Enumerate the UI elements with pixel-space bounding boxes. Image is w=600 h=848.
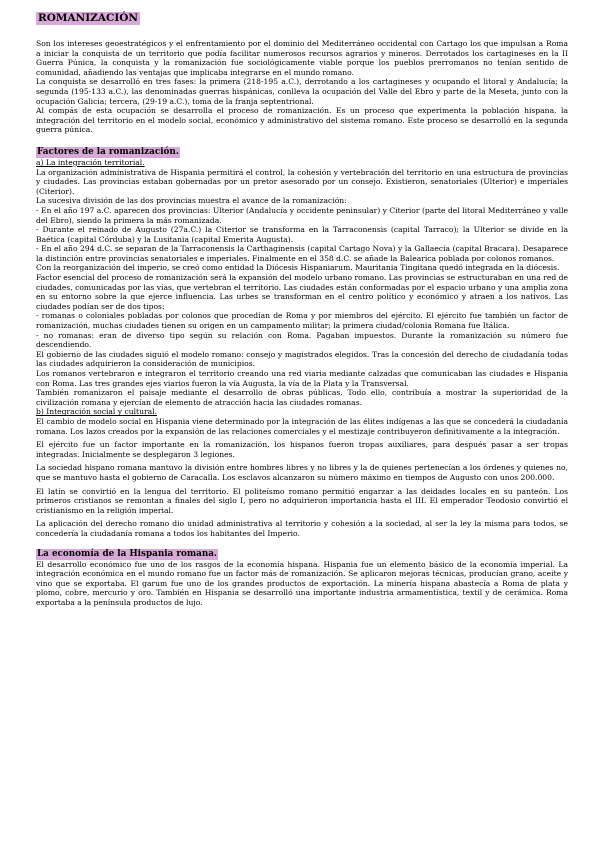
- paragraph: Con la reorganización del imperio, se creó como entidad la Diócesis Hispaniarum. Mauritania Tingitana quedó integrada en la diócesis.: [36, 263, 560, 273]
- paragraph: El ejército fue un factor importante en la romanización, los hispanos fueron tropas auxiliares, para después pasar a ser tropas integradas. Inicialmente se desplegaron 3 legiones.: [36, 440, 568, 459]
- section-factores: [36, 147, 568, 539]
- paragraph: El desarrollo económico fue uno de los rasgos de la economía hispana. Hispania fue un elemento básico de la economía imperial. La integración económica en el mundo romano fue un factor más de romanización. Se aplicaron mejoras técnicas, producían grano, aceite y vino que se exportaba. El garum fue uno de los grandes productos de exportación. La minería hispana abastecía a Roma de plata y plomo, cobre, mercurio y oro. También en Hispania se desarrolló una importante industria armamentística, textil y de cerámica. Roma exportaba a la península productos de lujo.: [36, 559, 568, 607]
- intro-paragraph: Son los intereses geoestratégicos y el enfrentamiento por el dominio del Mediterráneo occidental con Cartago los que impulsan a Roma a iniciar la conquista de un territorio que podía facilitar numerosos recursos agrarios y mineros. Derrotados los cartagineses en la II Guerra Púnica, la conquista y la romanización fue sociológicamente viable porque los pueblos prerromanos no tenían sentido de comunidad, añadiendo las ventajas que implicaba integrarse en el mundo romano.: [36, 39, 568, 77]
- paragraph: La sucesiva división de las dos provincias muestra el avance de la romanización:: [36, 196, 347, 206]
- paragraph: La aplicación del derecho romano dio unidad administrativa al territorio y cohesión a la sociedad, al ser la ley la misma para todos, se concedería la ciudadanía romana a todos los habitantes del Imperio.: [36, 519, 568, 538]
- section-heading: [36, 549, 568, 560]
- paragraph: - no romanas: eran de diverso tipo según su relación con Roma. Pagaban impuestos. Durante la romanización su número fue descendiendo.: [36, 330, 568, 350]
- paragraph: La sociedad hispano romana mantuvo la división entre hombres libres y no libres y la de quienes pertenecían a los órdenes y quienes no, que se mantuvo hasta el gobierno de Caracalla. Los esclavos alcanzaron su número máximo en tiempos de Augusto con unos 200.000.: [36, 463, 568, 482]
- intro-paragraph: La conquista se desarrolló en tres fases: la primera (218-195 a.C.), derrotando a los cartagineses y ocupando el litoral y Andalucía; la segunda (195-133 a.C.), las denominadas guerras hispánicas, conlleva la ocupación del Valle del Ebro y parte de la Meseta, junto con la ocupación Galicia; tercera, (29-19 a.C.), toma de la franja septentrional.: [36, 77, 568, 106]
- paragraph: El cambio de modelo social en Hispania viene determinado por la integración de las élites indígenas a las que se concederá la ciudadanía romana. Los lazos creados por la expansión de las relaciones comerciales y el mestizaje contribuyeron definitivamente a la integración.: [36, 416, 568, 436]
- heading-highlight: Factores de la romanización.: [37, 146, 179, 157]
- paragraph: El gobierno de las ciudades siguió el modelo romano: consejo y magistrados elegidos. Tras la concesión del derecho de ciudadanía todas las ciudades adquirieron la consideración de municipios.: [36, 349, 568, 369]
- document-title: [36, 12, 568, 25]
- paragraph: Factor esencial del proceso de romanización será la expansión del modelo urbano romano. Las provincias se estructuraban en una red de ciudades, comunicadas por las vías, que vertebran el territorio. Las ciudades están conformadas por el espacio urbano y una amplia zona en su entorno sobre la que ejerce influencia. Las urbes se transforman en el centro político y económico y atraen a los nativos. Las ciudades podían ser de dos tipos:: [36, 273, 568, 311]
- heading-highlight: La economía de la Hispania romana.: [37, 548, 217, 559]
- paragraph: - En el año 294 d.C. se separan de la Tarraconensis la Carthaginensis (capital Cartago Nova) y la Gallaecia (capital Bracara). Desaparece la distinción entre provincias senatoriales e imperiales. Finalmente en el 358 d.C. se añade la Balearica poblada por colonos romanos.: [36, 244, 568, 263]
- intro-paragraph: Al compás de esta ocupación se desarrolla el proceso de romanización. Es un proceso que experimenta la población hispana, la integración del territorio en el modelo social, económico y administrativo del sistema romano. Este proceso se desarrolló en la segunda guerra púnica.: [36, 106, 568, 135]
- paragraph: - romanas o coloniales pobladas por colonos que procedían de Roma y por miembros del ejército. El ejército fue también un factor de romanización, muchas ciudades tienen su origen en un campamento militar; la primera ciudad/colonia Romana fue Itálica.: [36, 311, 568, 331]
- paragraph: La organización administrativa de Hispania permitirá el control, la cohesión y vertebración del territorio en una estructura de provincias y ciudades. Las provincias estaban gobernadas por un pretor asesorado por un consejo. Existieron, senatoriales (Ulterior) e imperiales (Citerior).: [36, 167, 568, 196]
- subsection-heading: b) Integración social y cultural.: [36, 407, 157, 417]
- subsection-heading: a) La integración territorial.: [36, 157, 145, 167]
- paragraph: El latín se convirtió en la lengua del territorio. El politeísmo romano permitió engarzar a las deidades locales en su panteón. Los primeros cristianos se remontan a finales del siglo I, pero no adquirieron importancia hasta el III. El emperador Teodosio convirtió el cristianismo en la religión imperial.: [36, 486, 568, 515]
- intro-section: [36, 39, 568, 135]
- paragraph: - Durante el reinado de Augusto (27a.C.) la Citerior se transforma en la Tarraconensis (capital Tarraco); la Ulterior se divide en la Baética (capital Córduba) y la Lusitania (capital Emerita Augusta).: [36, 225, 568, 244]
- title-highlight: ROMANIZACIÓN: [38, 12, 138, 24]
- section-heading: [36, 147, 568, 158]
- paragraph: Los romanos vertebraron e integraron el territorio creando una red viaria mediante calzadas que comunicaban las ciudades e Hispania con Roma. Las tres grandes ejes viarios fueron la vía Augusta, la vía de la Plata y la Transversal.: [36, 369, 568, 388]
- document-page: [36, 12, 568, 607]
- paragraph: - En el año 197 a.C. aparecen dos provincias: Ulterior (Andalucía y occidente peninsular) y Citerior (parte del litoral Mediterráneo y valle del Ebro), siendo la primera la más romanizada.: [36, 205, 568, 225]
- section-economia: [36, 549, 568, 608]
- paragraph: También romanizaron el paisaje mediante el desarrollo de obras públicas. Todo ello, contribuía a mostrar la superioridad de la civilización romana y ejercían de elemento de atracción hacia las ciudades romanas.: [36, 388, 568, 407]
